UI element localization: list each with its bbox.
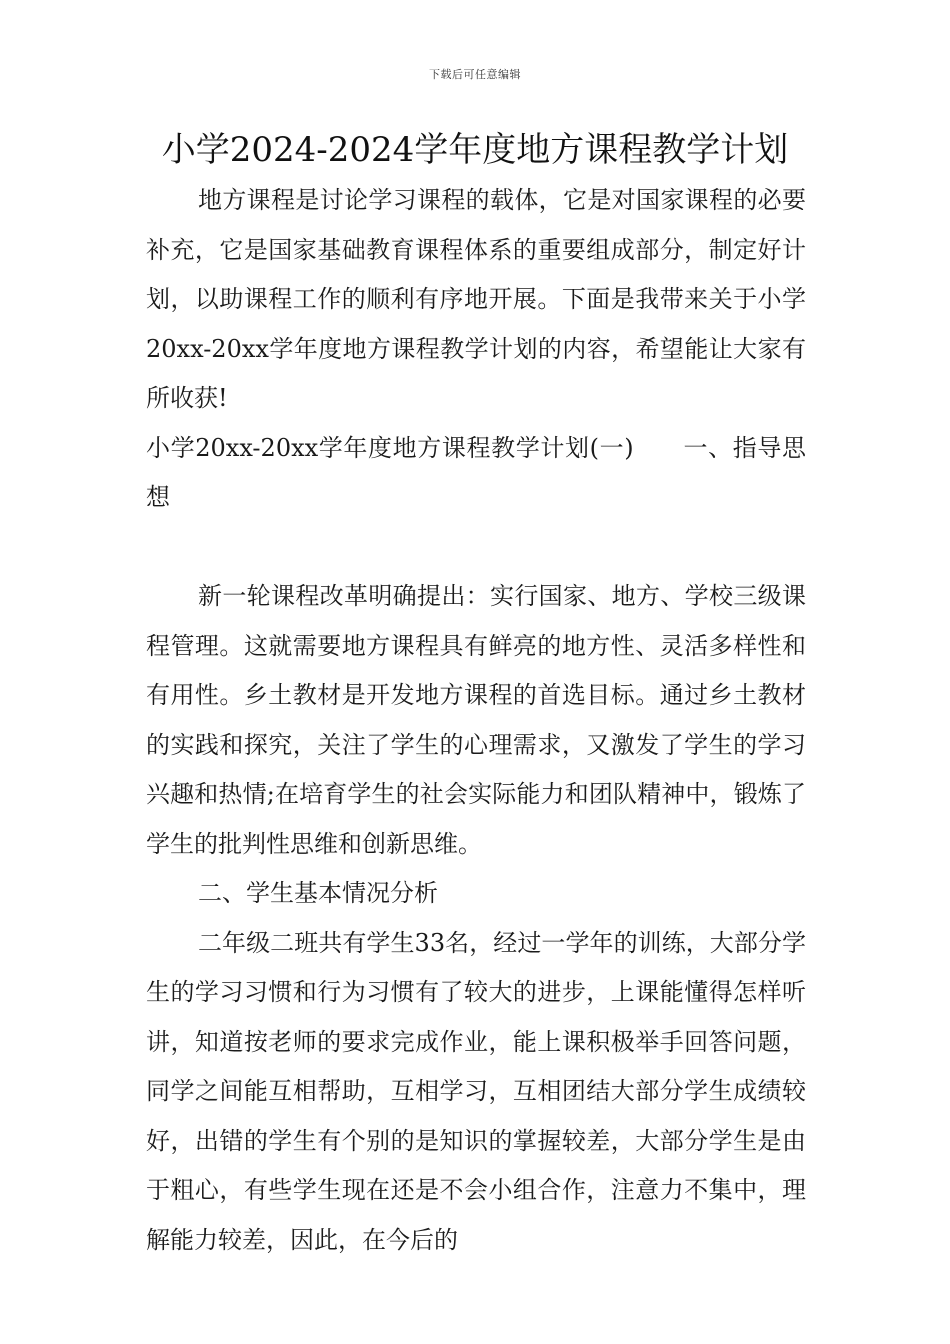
section-heading-student-analysis: 二、学生基本情况分析 [198,879,438,907]
intro-paragraph: 地方课程是讨论学习课程的载体，它是对国家课程的必要补充，它是国家基础教育课程体系的重要组成部分，制定好计划，以助课程工作的顺利有序地开展。下面是我带来关于小学20xx-20xx学年度地方课程教学计划的内容，希望能让大家有所收获! [146,186,806,412]
document-body [146,176,806,1265]
page-header-note: 下载后可任意编辑 [429,68,521,81]
student-analysis-paragraph: 二年级二班共有学生33名，经过一学年的训练，大部分学生的学习习惯和行为习惯有了较大的进步，上课能懂得怎样听讲，知道按老师的要求完成作业，能上课积极举手回答问题，同学之间能互相帮助，互相学习，互相团结大部分学生成绩较好，出错的学生有个别的是知识的掌握较差，大部分学生是由于粗心，有些学生现在还是不会小组合作，注意力不集中，理解能力较差，因此，在今后的 [146,928,806,1254]
guiding-ideology-paragraph: 新一轮课程改革明确提出：实行国家、地方、学校三级课程管理。这就需要地方课程具有鲜亮的地方性、灵活多样性和有用性。乡土教材是开发地方课程的首选目标。通过乡土教材的实践和探究，关注了学生的心理需求，又激发了学生的学习兴趣和热情;在培育学生的社会实际能力和团队精神中，锻炼了学生的批判性思维和创新思维。 [146,582,806,858]
section-heading-plan-one: 小学20xx-20xx学年度地方课程教学计划(一) 一、指导思想 [146,433,806,511]
paragraph-gap [146,523,806,573]
document-title: 小学2024-2024学年度地方课程教学计划 [161,130,789,170]
